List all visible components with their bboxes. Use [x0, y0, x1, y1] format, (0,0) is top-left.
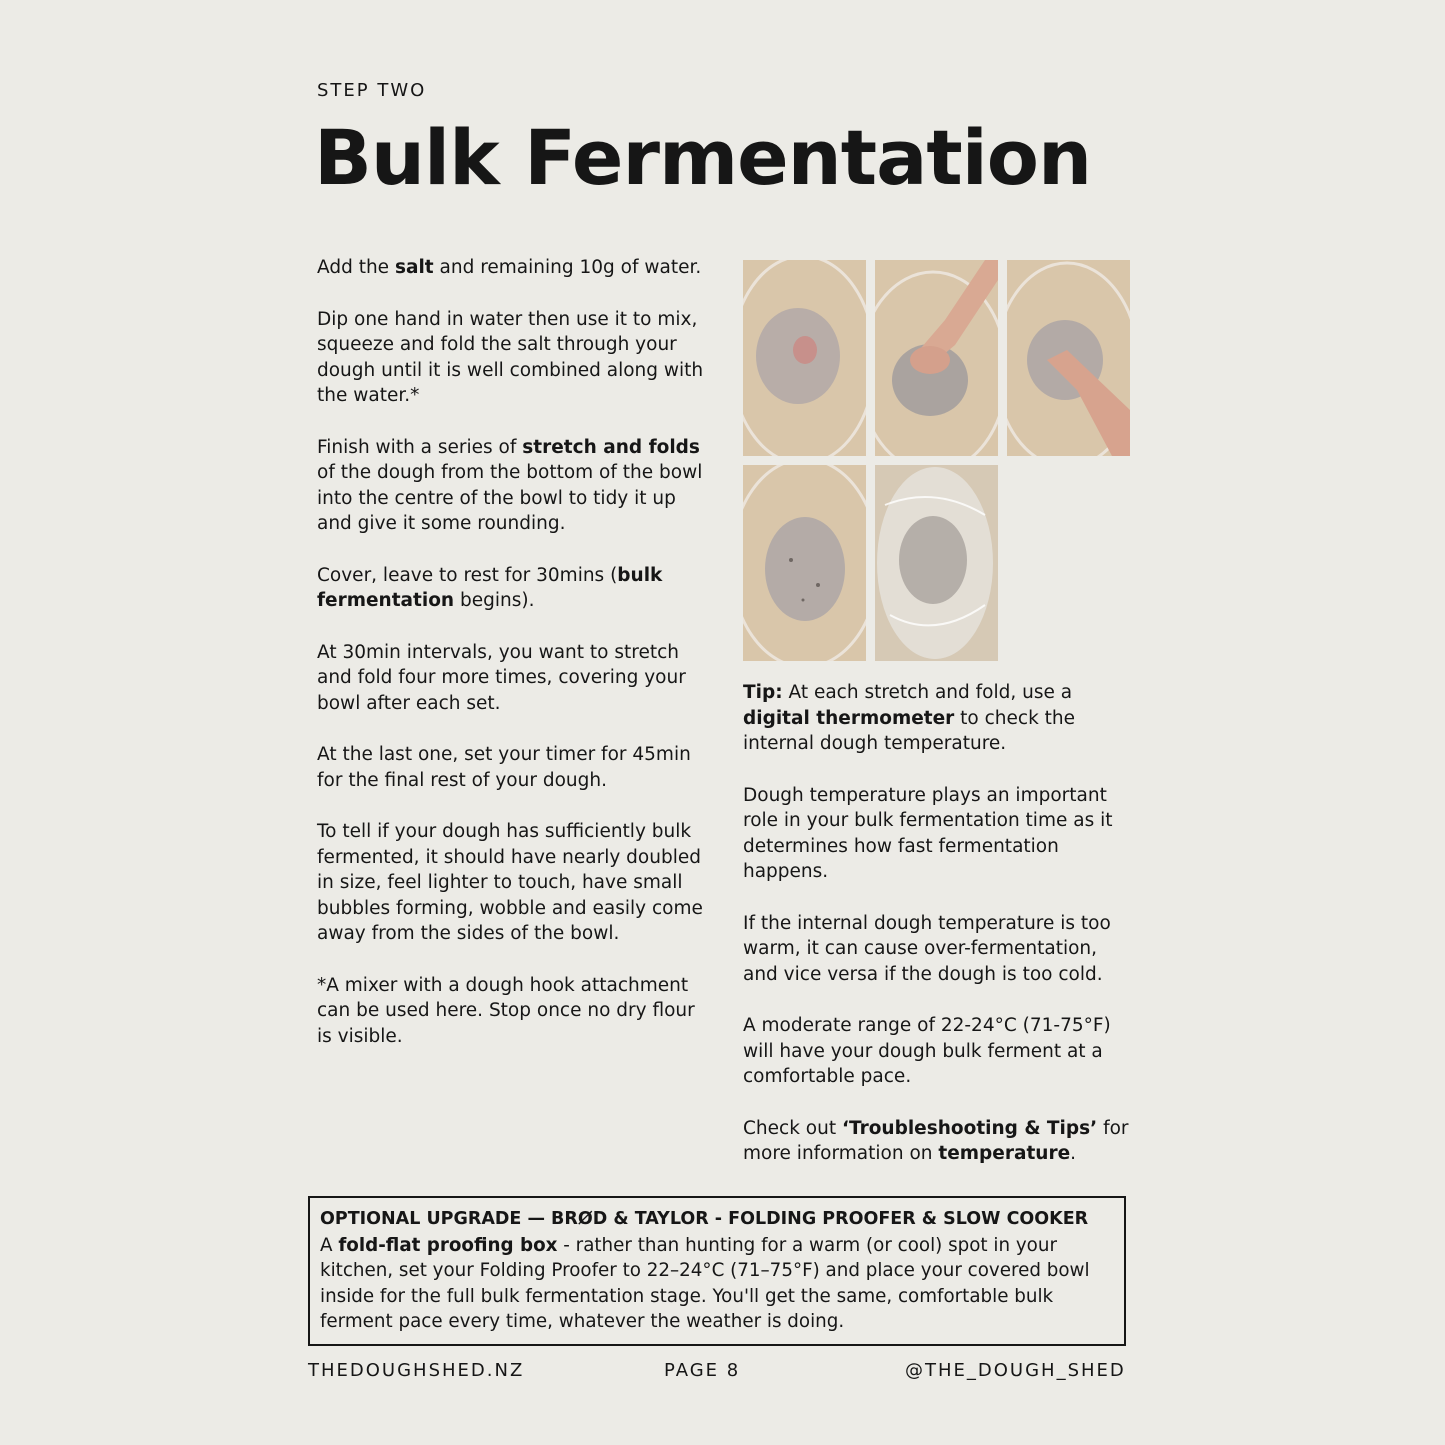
instruction-salt: Add the salt and remaining 10g of water. [317, 257, 702, 278]
instruction-readiness: To tell if your dough has sufficiently bulk fermented, it should have nearly doubled in size, feel lighter to touch, have small bubbles forming, wobble and easily come away from the sides of the bowl. [317, 821, 703, 944]
tip-troubleshooting-link: Check out ‘Troubleshooting & Tips’ for more information on temperature. [743, 1117, 1129, 1164]
tips-column [743, 680, 1135, 1193]
instruction-footnote: *A mixer with a dough hook attachment can be used here. Stop once no dry flour is visible. [317, 974, 695, 1047]
footer-handle: @THE_DOUGH_SHED [905, 1360, 1126, 1381]
photo-rounded-dough [743, 465, 866, 661]
instruction-cover: Cover, leave to rest for 30mins (bulk fermentation begins). [317, 564, 663, 611]
footer-website: THEDOUGHSHED.NZ [308, 1360, 525, 1381]
tip-temperature-role: Dough temperature plays an important role in your bulk fermentation time as it determines how fast fermentation happens. [743, 784, 1113, 882]
photo-folding-dough [1007, 260, 1130, 456]
process-photo-grid [743, 260, 1130, 662]
upgrade-heading: OPTIONAL UPGRADE — BRØD & TAYLOR - FOLDING PROOFER & SLOW COOKER [320, 1209, 1089, 1229]
instruction-intervals: At 30min intervals, you want to stretch and fold four more times, covering your bowl after each set. [317, 641, 686, 714]
instruction-mix: Dip one hand in water then use it to mix, squeeze and fold the salt through your dough until it is well combined along with the water.* [317, 308, 704, 406]
instructions-column [317, 255, 712, 1075]
footer-page-number: PAGE 8 [664, 1360, 741, 1381]
optional-upgrade-box [308, 1196, 1126, 1346]
tip-thermometer: Tip: At each stretch and fold, use a digital thermometer to check the internal dough temperature. [743, 682, 1076, 754]
upgrade-body: A fold-flat proofing box - rather than hunting for a warm (or cool) spot in your kitchen, set your Folding Proofer to 22–24°C (71–75°F) and place your covered bowl inside for the full bulk fermentation stage. You'll get the same, comfortable bulk ferment pace every time, whatever the weather is doing. [320, 1234, 1090, 1332]
step-label: STEP TWO [317, 80, 427, 101]
tip-temperature-range: A moderate range of 22-24°C (71-75°F) will have your dough bulk ferment at a comfortable pace. [743, 1015, 1111, 1087]
instruction-timer: At the last one, set your timer for 45min for the final rest of your dough. [317, 744, 691, 791]
photo-covered-bowl [875, 465, 998, 661]
photo-salt-added [743, 260, 866, 456]
photo-squeezing-dough [875, 260, 998, 456]
tip-temperature-risk: If the internal dough temperature is too warm, it can cause over-fermentation, and vice versa if the dough is too cold. [743, 912, 1111, 985]
page-title: Bulk Fermentation [314, 113, 1092, 202]
instruction-stretch-fold: Finish with a series of stretch and folds of the dough from the bottom of the bowl into the centre of the bowl to tidy it up and give it some rounding. [317, 436, 703, 534]
